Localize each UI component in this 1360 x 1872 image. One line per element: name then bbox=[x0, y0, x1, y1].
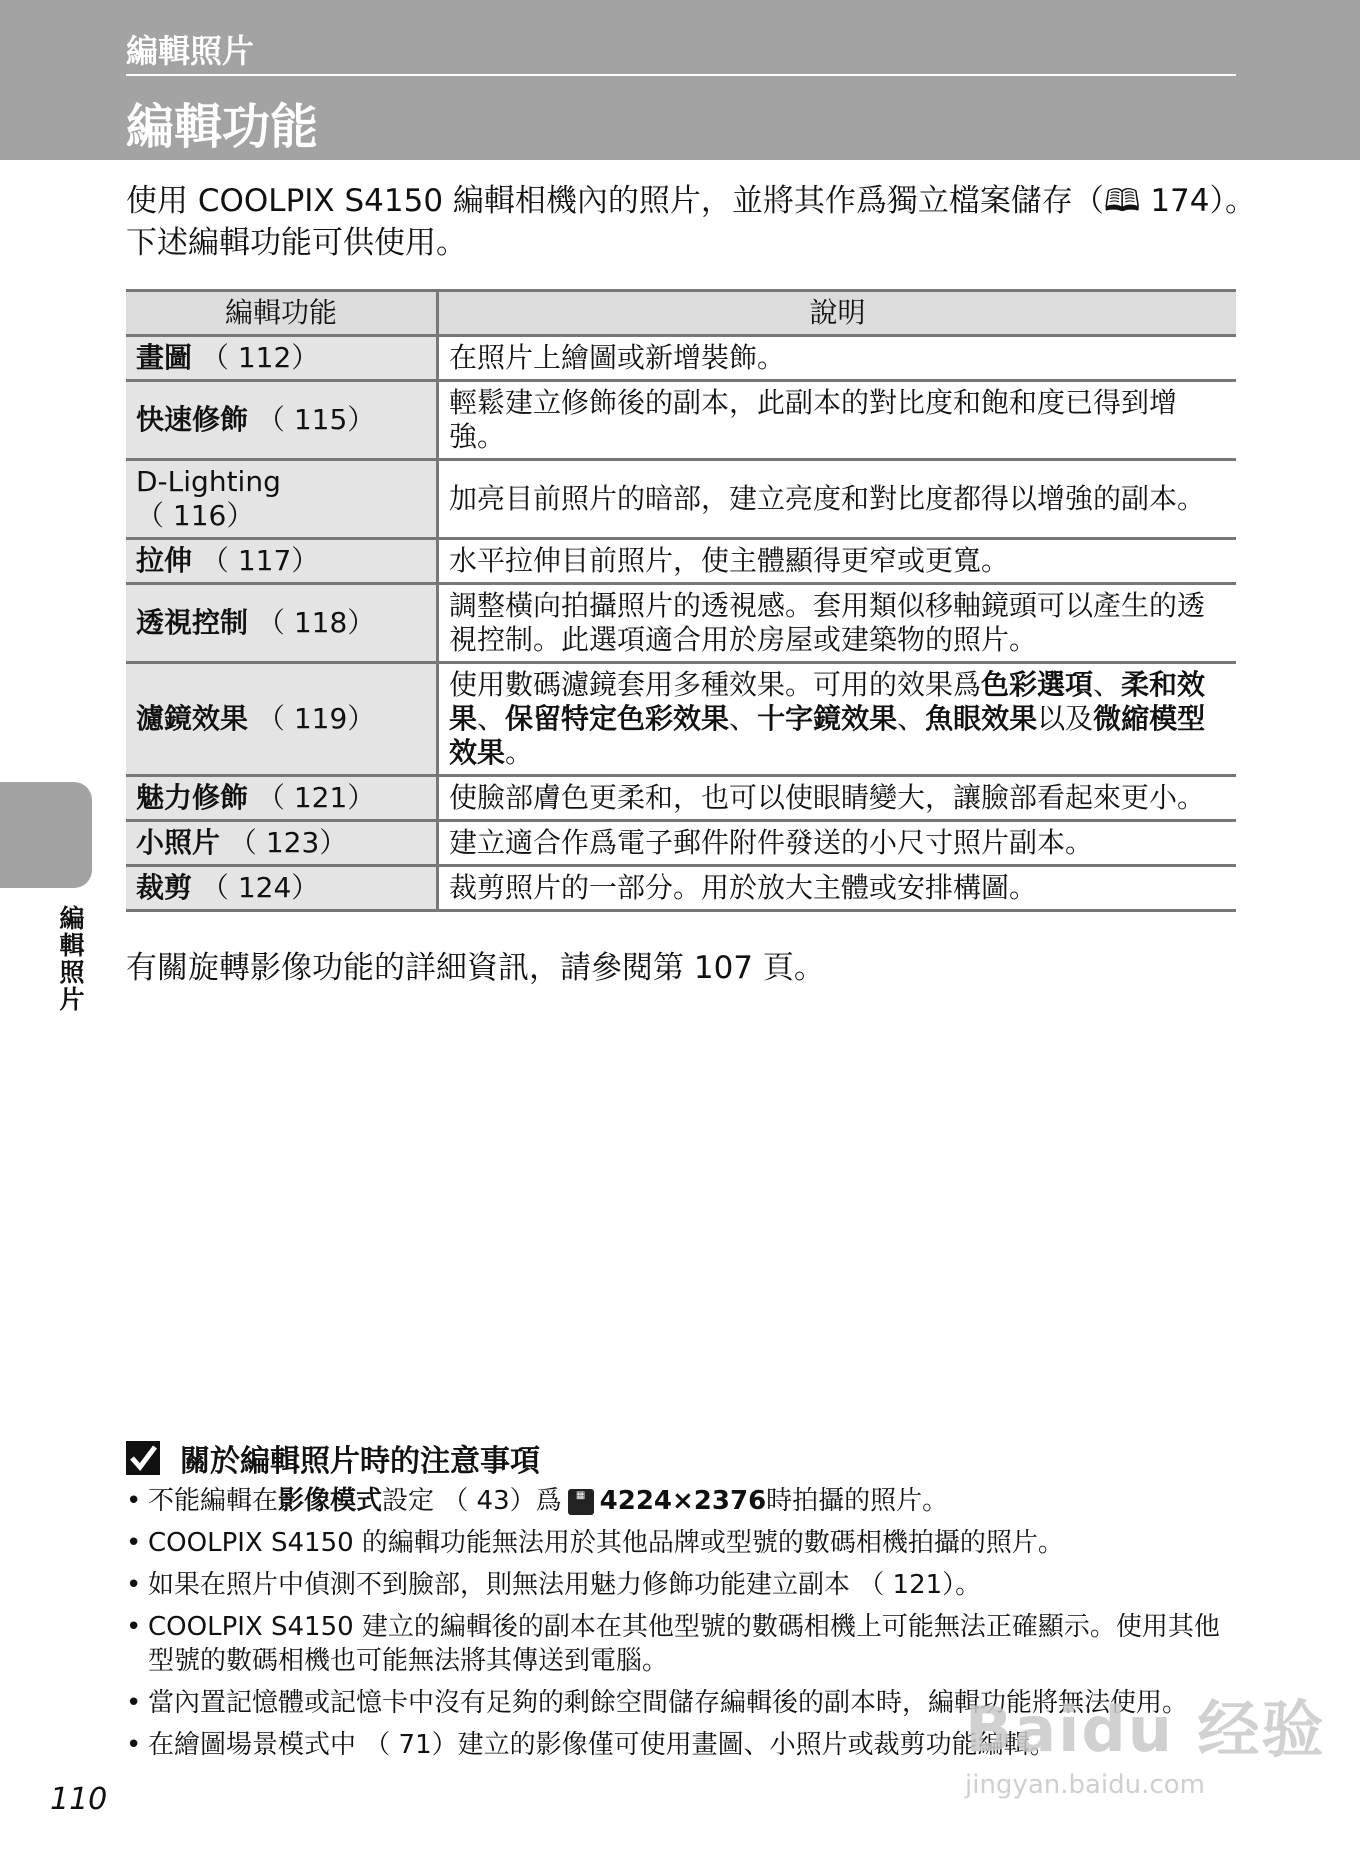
table-row bbox=[126, 539, 1236, 584]
description-cell: 加亮目前照片的暗部，建立亮度和對比度都得以增強的副本。 bbox=[438, 460, 1237, 539]
function-ref: （ 123） bbox=[228, 826, 348, 859]
intro-text: 使用 COOLPIX S4150 編輯相機內的照片，並將其作爲獨立檔案儲存（ bbox=[126, 183, 1104, 219]
function-ref: （ 117） bbox=[200, 544, 320, 577]
function-cell bbox=[126, 381, 438, 460]
desc-sep: 、 bbox=[897, 702, 926, 735]
note-text: 不能編輯在 bbox=[148, 1486, 279, 1516]
function-name: 魅力修飾 bbox=[136, 781, 249, 814]
function-name: 濾鏡效果 bbox=[136, 702, 249, 735]
function-cell bbox=[126, 584, 438, 663]
table-header-row bbox=[126, 291, 1236, 336]
desc-sep: 以及 bbox=[1037, 702, 1094, 735]
list-item: • 如果在照片中偵測不到臉部，則無法用魅力修飾功能建立副本 （ 121）。 bbox=[126, 1568, 1236, 1602]
desc-text: 使用數碼濾鏡套用多種效果。可用的效果爲 bbox=[449, 668, 982, 701]
description-cell: 使臉部膚色更柔和，也可以使眼睛變大，讓臉部看起來更小。 bbox=[438, 776, 1237, 821]
section-title: 編輯照片 bbox=[126, 32, 255, 70]
intro-line-2: 下述編輯功能可供使用。 bbox=[126, 225, 467, 261]
function-name: 裁剪 bbox=[136, 871, 193, 904]
side-tab bbox=[0, 782, 92, 888]
list-item: • COOLPIX S4150 建立的編輯後的副本在其他型號的數碼相機上可能無法正確顯示。使用其他型號的數碼相機也可能無法將其傳送到電腦。 bbox=[126, 1610, 1236, 1678]
description-cell: 在照片上繪圖或新增裝飾。 bbox=[438, 336, 1237, 381]
description-cell bbox=[438, 663, 1237, 776]
watermark-logo: Baidu 经验 bbox=[965, 1693, 1326, 1766]
watermark-url: jingyan.baidu.com bbox=[965, 1770, 1205, 1800]
rotate-note: 有關旋轉影像功能的詳細資訊，請參閱第 107 頁。 bbox=[126, 950, 825, 986]
function-ref: （ 124） bbox=[200, 871, 320, 904]
function-cell bbox=[126, 776, 438, 821]
desc-sep: 、 bbox=[729, 702, 758, 735]
effect-name: 魚眼效果 bbox=[925, 702, 1038, 735]
note-text: 時拍攝的照片。 bbox=[766, 1486, 949, 1516]
side-label: 編輯照片 bbox=[56, 905, 85, 1013]
book-icon: 🕮 bbox=[1103, 183, 1141, 219]
description-cell: 調整橫向拍攝照片的透視感。套用類似移軸鏡頭可以產生的透視控制。此選項適合用於房屋或建築物的照片。 bbox=[438, 584, 1237, 663]
description-cell: 建立適合作爲電子郵件附件發送的小尺寸照片副本。 bbox=[438, 821, 1237, 866]
function-name: 拉伸 bbox=[136, 544, 193, 577]
note-text: 設定 （ 43）爲 bbox=[382, 1486, 562, 1516]
desc-sep: 、 bbox=[477, 702, 506, 735]
table-row bbox=[126, 460, 1236, 539]
function-ref: （ 119） bbox=[256, 702, 376, 735]
page-header bbox=[0, 0, 1360, 160]
description-cell: 輕鬆建立修飾後的副本，此副本的對比度和飽和度已得到增強。 bbox=[438, 381, 1237, 460]
table-row bbox=[126, 866, 1236, 911]
function-cell bbox=[126, 866, 438, 911]
list-item: • 在繪圖場景模式中 （ 71）建立的影像僅可使用畫圖、小照片或裁剪功能編輯。 bbox=[126, 1728, 1236, 1762]
note-bold: 影像模式 bbox=[278, 1486, 383, 1516]
effect-name: 微縮模型效果 bbox=[449, 702, 1206, 769]
effect-name: 色彩選項 bbox=[981, 668, 1094, 701]
effect-name: 保留特定色彩效果 bbox=[505, 702, 730, 735]
intro-ref: 174）。 bbox=[1140, 183, 1257, 219]
header-rule bbox=[126, 74, 1236, 76]
function-cell bbox=[126, 336, 438, 381]
function-cell bbox=[126, 663, 438, 776]
intro-paragraph bbox=[126, 180, 1257, 264]
desc-end: 。 bbox=[505, 736, 534, 769]
table-row bbox=[126, 663, 1236, 776]
edit-functions-table bbox=[126, 289, 1236, 912]
function-name: 快速修飾 bbox=[136, 403, 249, 436]
list-item: • COOLPIX S4150 的編輯功能無法用於其他品牌或型號的數碼相機拍攝的照片。 bbox=[126, 1526, 1236, 1560]
table-row bbox=[126, 776, 1236, 821]
function-name: D-Lighting bbox=[136, 465, 281, 498]
function-name: 畫圖 bbox=[136, 341, 193, 374]
function-ref: （ 115） bbox=[256, 403, 376, 436]
function-ref: （ 112） bbox=[200, 341, 320, 374]
table-row bbox=[126, 821, 1236, 866]
table-row bbox=[126, 336, 1236, 381]
function-cell bbox=[126, 821, 438, 866]
table-row bbox=[126, 584, 1236, 663]
effect-name: 十字鏡效果 bbox=[757, 702, 898, 735]
list-item bbox=[126, 1484, 1236, 1518]
effect-name: 柔和效果 bbox=[449, 668, 1206, 735]
description-cell: 水平拉伸目前照片，使主體顯得更窄或更寬。 bbox=[438, 539, 1237, 584]
notes-heading-text: 關於編輯照片時的注意事項 bbox=[180, 1444, 540, 1479]
intro-line-1 bbox=[126, 180, 1257, 222]
col-header-function: 編輯功能 bbox=[126, 291, 438, 336]
page-number: 110 bbox=[50, 1782, 108, 1817]
col-header-description: 說明 bbox=[438, 291, 1237, 336]
function-ref: （ 121） bbox=[256, 781, 376, 814]
notes-heading bbox=[126, 1436, 540, 1480]
description-cell: 裁剪照片的一部分。用於放大主體或安排構圖。 bbox=[438, 866, 1237, 911]
image-mode-icon: ▦ bbox=[568, 1489, 594, 1515]
function-ref: （ 118） bbox=[256, 606, 376, 639]
function-name: 透視控制 bbox=[136, 606, 249, 639]
function-ref: （ 116） bbox=[136, 499, 255, 532]
function-name: 小照片 bbox=[136, 826, 221, 859]
function-cell bbox=[126, 539, 438, 584]
note-bold: 4224×2376 bbox=[599, 1486, 767, 1516]
desc-sep: 、 bbox=[1093, 668, 1122, 701]
table-row bbox=[126, 381, 1236, 460]
page-title: 編輯功能 bbox=[126, 99, 319, 155]
list-item: • 當內置記憶體或記憶卡中沒有足夠的剩餘空間儲存編輯後的副本時，編輯功能將無法使用。 bbox=[126, 1686, 1236, 1720]
checkmark-icon bbox=[126, 1441, 160, 1475]
function-cell bbox=[126, 460, 438, 539]
